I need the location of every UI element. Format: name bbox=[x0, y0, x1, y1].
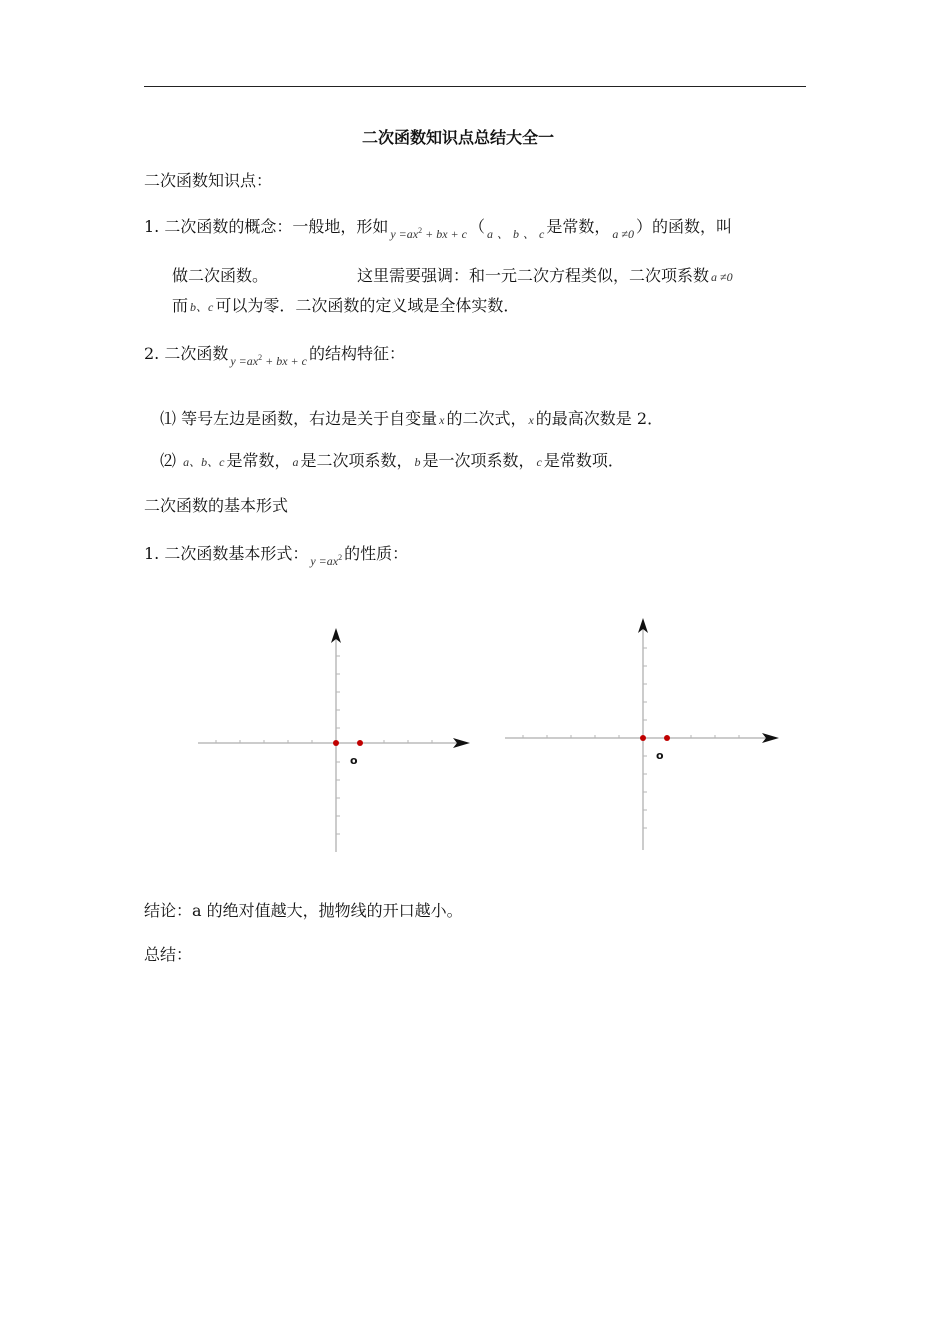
item2-formula-tail: + bx + c bbox=[262, 354, 307, 368]
item1-paren-open: （ bbox=[468, 217, 485, 236]
item1-suffix: ）的函数，叫 bbox=[635, 217, 732, 236]
item1-formula-sup: 2 bbox=[418, 226, 423, 235]
item1-line2-condition: a ≠0 bbox=[711, 270, 733, 284]
item1-formula-main: y =ax bbox=[390, 227, 419, 241]
item1-line2-right bbox=[357, 265, 735, 288]
ticks-left bbox=[216, 656, 432, 834]
item1-sep2: 、 bbox=[523, 227, 536, 241]
origin-dot-left bbox=[333, 740, 339, 746]
item2-line bbox=[144, 341, 405, 366]
basic-form-formula bbox=[308, 554, 344, 568]
item1-formula bbox=[388, 227, 469, 241]
point1-var2: x bbox=[528, 413, 534, 427]
origin-label-right: o bbox=[656, 749, 664, 762]
item1-const-text: 是常数， bbox=[546, 217, 611, 236]
coordinate-axes-left bbox=[196, 626, 476, 858]
header-rule bbox=[144, 86, 806, 87]
item1-formula-tail: + bx + c bbox=[422, 227, 467, 241]
coordinate-axes-right bbox=[503, 614, 785, 854]
point2-line bbox=[160, 450, 624, 473]
summary-heading: 总结： bbox=[144, 945, 193, 964]
basic-form-line bbox=[144, 541, 408, 566]
point2-text-a: 是常数， bbox=[226, 451, 291, 470]
point1-text-c: 的最高次数是 2． bbox=[535, 409, 664, 428]
item1-line3-rest: 可以为零．二次函数的定义域是全体实数． bbox=[215, 296, 520, 315]
basic-form-suffix: 的性质： bbox=[344, 544, 409, 563]
point1-text-b: 的二次式， bbox=[446, 409, 527, 428]
item1-line2-left: 做二次函数。 bbox=[172, 266, 269, 285]
point2-c: c bbox=[536, 455, 542, 469]
item1-condition: a ≠0 bbox=[612, 227, 634, 241]
item1-coef-b: b bbox=[513, 227, 519, 241]
point2-text-c: 是一次项系数， bbox=[422, 451, 535, 470]
point2-abc: a、b、c bbox=[183, 455, 225, 469]
basic-form-prefix: 1. 二次函数基本形式： bbox=[144, 544, 309, 563]
item2-formula bbox=[228, 354, 309, 368]
point1-label: ⑴ bbox=[160, 409, 177, 428]
item1-line3-start: 而 bbox=[172, 296, 189, 315]
origin-dot-right bbox=[640, 735, 646, 741]
section-heading-basic-form: 二次函数的基本形式 bbox=[144, 496, 289, 515]
point2-text-d: 是常数项． bbox=[543, 451, 624, 470]
basic-form-formula-sup: 2 bbox=[338, 553, 343, 562]
item1-line1 bbox=[144, 214, 732, 239]
item2-formula-main: y =ax bbox=[230, 354, 259, 368]
unit-dot-left bbox=[357, 740, 363, 746]
point2-b: b bbox=[414, 455, 421, 469]
item2-formula-sup: 2 bbox=[258, 353, 263, 362]
item1-sep1: 、 bbox=[496, 227, 509, 241]
point2-a: a bbox=[292, 455, 299, 469]
point2-label: ⑵ bbox=[160, 451, 177, 470]
basic-form-formula-main: y =ax bbox=[310, 554, 339, 568]
item1-prefix: 1. 二次函数的概念：一般地，形如 bbox=[144, 217, 389, 236]
item1-coef-c: c bbox=[539, 227, 545, 241]
item1-line3 bbox=[172, 295, 519, 318]
item1-line3-bc: b、c bbox=[190, 300, 214, 314]
point1-text-a: 等号左边是函数，右边是关于自变量 bbox=[181, 409, 438, 428]
point1-line bbox=[160, 408, 663, 431]
item1-emphasis-text: 这里需要强调：和一元二次方程类似，二次项系数 bbox=[357, 266, 710, 285]
unit-dot-right bbox=[664, 735, 670, 741]
item1-coef-a: a bbox=[486, 227, 493, 241]
page-title: 二次函数知识点总结大全一 bbox=[362, 128, 555, 147]
point1-var1: x bbox=[439, 413, 445, 427]
point2-text-b: 是二次项系数， bbox=[300, 451, 413, 470]
section-heading-knowledge: 二次函数知识点： bbox=[144, 171, 273, 190]
origin-label-left: o bbox=[350, 754, 358, 767]
item2-suffix: 的结构特征： bbox=[308, 344, 405, 363]
conclusion-text: 结论：a 的绝对值越大，抛物线的开口越小。 bbox=[144, 901, 463, 920]
item2-prefix: 2. 二次函数 bbox=[144, 344, 229, 363]
